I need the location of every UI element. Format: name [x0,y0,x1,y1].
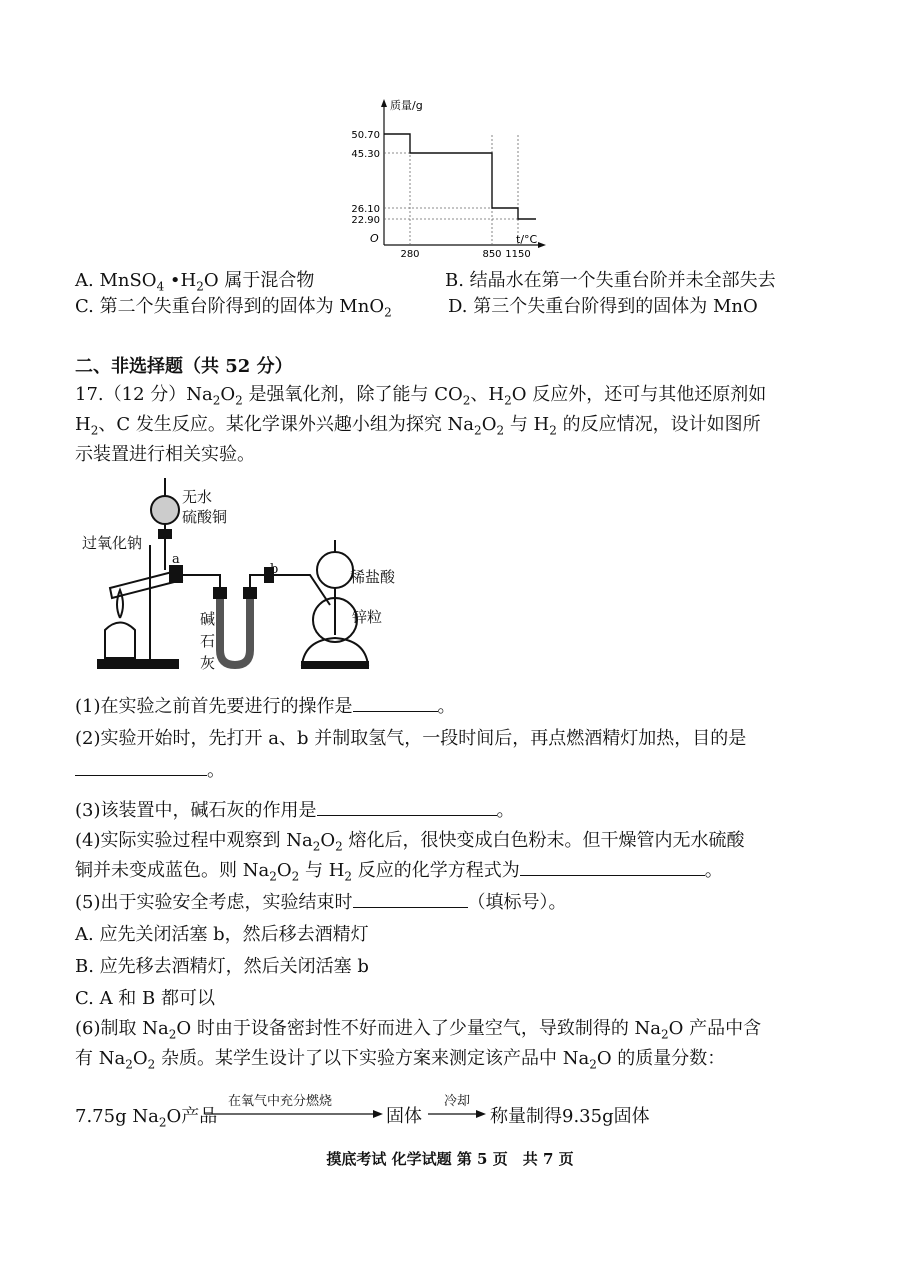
x-tick-label: 1150 [505,249,531,260]
q17-part2-answer: 。 [75,756,225,782]
flow-start: 7.75g $Na_2O$产品 [75,1106,218,1130]
u-tube [220,595,250,665]
option-c: C. 第二个失重台阶得到的固体为 MnO$_2$ [75,296,392,320]
q17-part1: (1)在实验之前首先要进行的操作是 。 [75,692,456,718]
alcohol-lamp [105,623,135,659]
q17-part6-line1: (6)制取 $Na_2O$ 时由于设备密封性不好而进入了少量空气，导致制得的 $Na_2O$ 产品中含 [75,1018,762,1042]
q17-intro-2: $H_2$、C 发生反应。某化学课外兴趣小组为探究 $Na_2O_2$ 与 $H_2$ 的反应情况，设计如图所 [75,414,761,438]
flow-arrow2-label: 冷却 [444,1094,471,1109]
origin-label: O [370,232,379,245]
y-tick-label: 26.10 [351,204,380,215]
y-tick-label: 50.70 [351,130,380,141]
flow-end: 称量制得9.35g固体 [490,1106,650,1127]
option-b: B. 结晶水在第一个失重台阶并未全部失去 [445,270,776,291]
x-tick-label: 850 [482,249,502,260]
label-valve-a: a [172,552,180,567]
label-lime-3: 灰 [200,654,216,672]
label-anhydrous-line2: 硫酸铜 [182,508,228,526]
x-tick-label: 280 [400,249,420,260]
q17-part5-option-b: B. 应先移去酒精灯，然后关闭活塞 b [75,956,369,977]
y-tick-label: 22.90 [351,215,380,226]
q17-part3: (3)该装置中，碱石灰的作用是 。 [75,796,515,822]
q17-part6-line2: 有 $Na_2O_2$ 杂质。某学生设计了以下实验方案来测定该产品中 $Na_2O$ 的质量分数： [75,1048,726,1072]
flow-arrow1 [205,1108,385,1120]
label-lime-1: 碱 [200,610,216,628]
q17-part5-option-a: A. 应先关闭活塞 b，然后移去酒精灯 [75,924,369,945]
label-valve-b: b [270,562,279,577]
label-dilute-hcl: 稀盐酸 [350,568,396,586]
label-lime-2: 石 [200,632,216,650]
y-axis-label: 质量/g [390,99,423,112]
stand-base [98,660,178,668]
label-sodium-peroxide: 过氧化钠 [82,534,143,552]
q17-part5-option-c: C. A 和 B 都可以 [75,988,215,1009]
section-heading: 二、非选择题（共 52 分） [75,356,293,377]
flow-arrow1-label: 在氧气中充分燃烧 [228,1094,333,1109]
q17-intro-3: 示装置进行相关实验。 [75,444,255,465]
q17-part5: (5)出于实验安全考虑，实验结束时 （填标号）。 [75,888,567,914]
label-soda-lime [200,608,215,674]
y-axis-arrow [381,99,387,107]
funnel-bulb [317,552,353,588]
flow-mid: 固体 [386,1106,422,1127]
y-tick-label: 45.30 [351,149,380,160]
page-footer: 摸底考试 化学试题 第 5 页 共 7 页 [326,1150,574,1168]
label-zinc: 锌粒 [352,608,383,626]
option-d: D. 第三个失重台阶得到的固体为 MnO [448,296,758,317]
label-anhydrous-line1: 无水 [182,488,213,506]
flow-arrow2 [428,1108,488,1120]
label-anhydrous-cuso4 [182,487,227,527]
mass-curve [384,134,536,219]
q17-intro-1: 17.（12 分）$Na_2O_2$ 是强氧化剂，除了能与 $CO_2$、$H_2O$ 反应外，还可与其他还原剂如 [75,384,767,408]
drying-tube-bulb [151,496,179,524]
x-axis-arrow [538,242,546,248]
q17-part2: (2)实验开始时，先打开 a、b 并制取氢气，一段时间后，再点燃酒精灯加热，目的是 [75,728,747,749]
option-a: A. MnSO$_4$ $•H_2O$ 属于混合物 [75,270,315,294]
x-axis-label: t/°C [516,233,538,246]
q17-part4-line2: 铜并未变成蓝色。则 $Na_2O_2$ 与 $H_2$ 反应的化学方程式为 。 [75,856,723,884]
q17-part4-line1: (4)实际实验过程中观察到 $Na_2O_2$ 熔化后，很快变成白色粉末。但干燥管内无水硫酸 [75,830,745,854]
mass-temperature-chart [351,95,550,260]
